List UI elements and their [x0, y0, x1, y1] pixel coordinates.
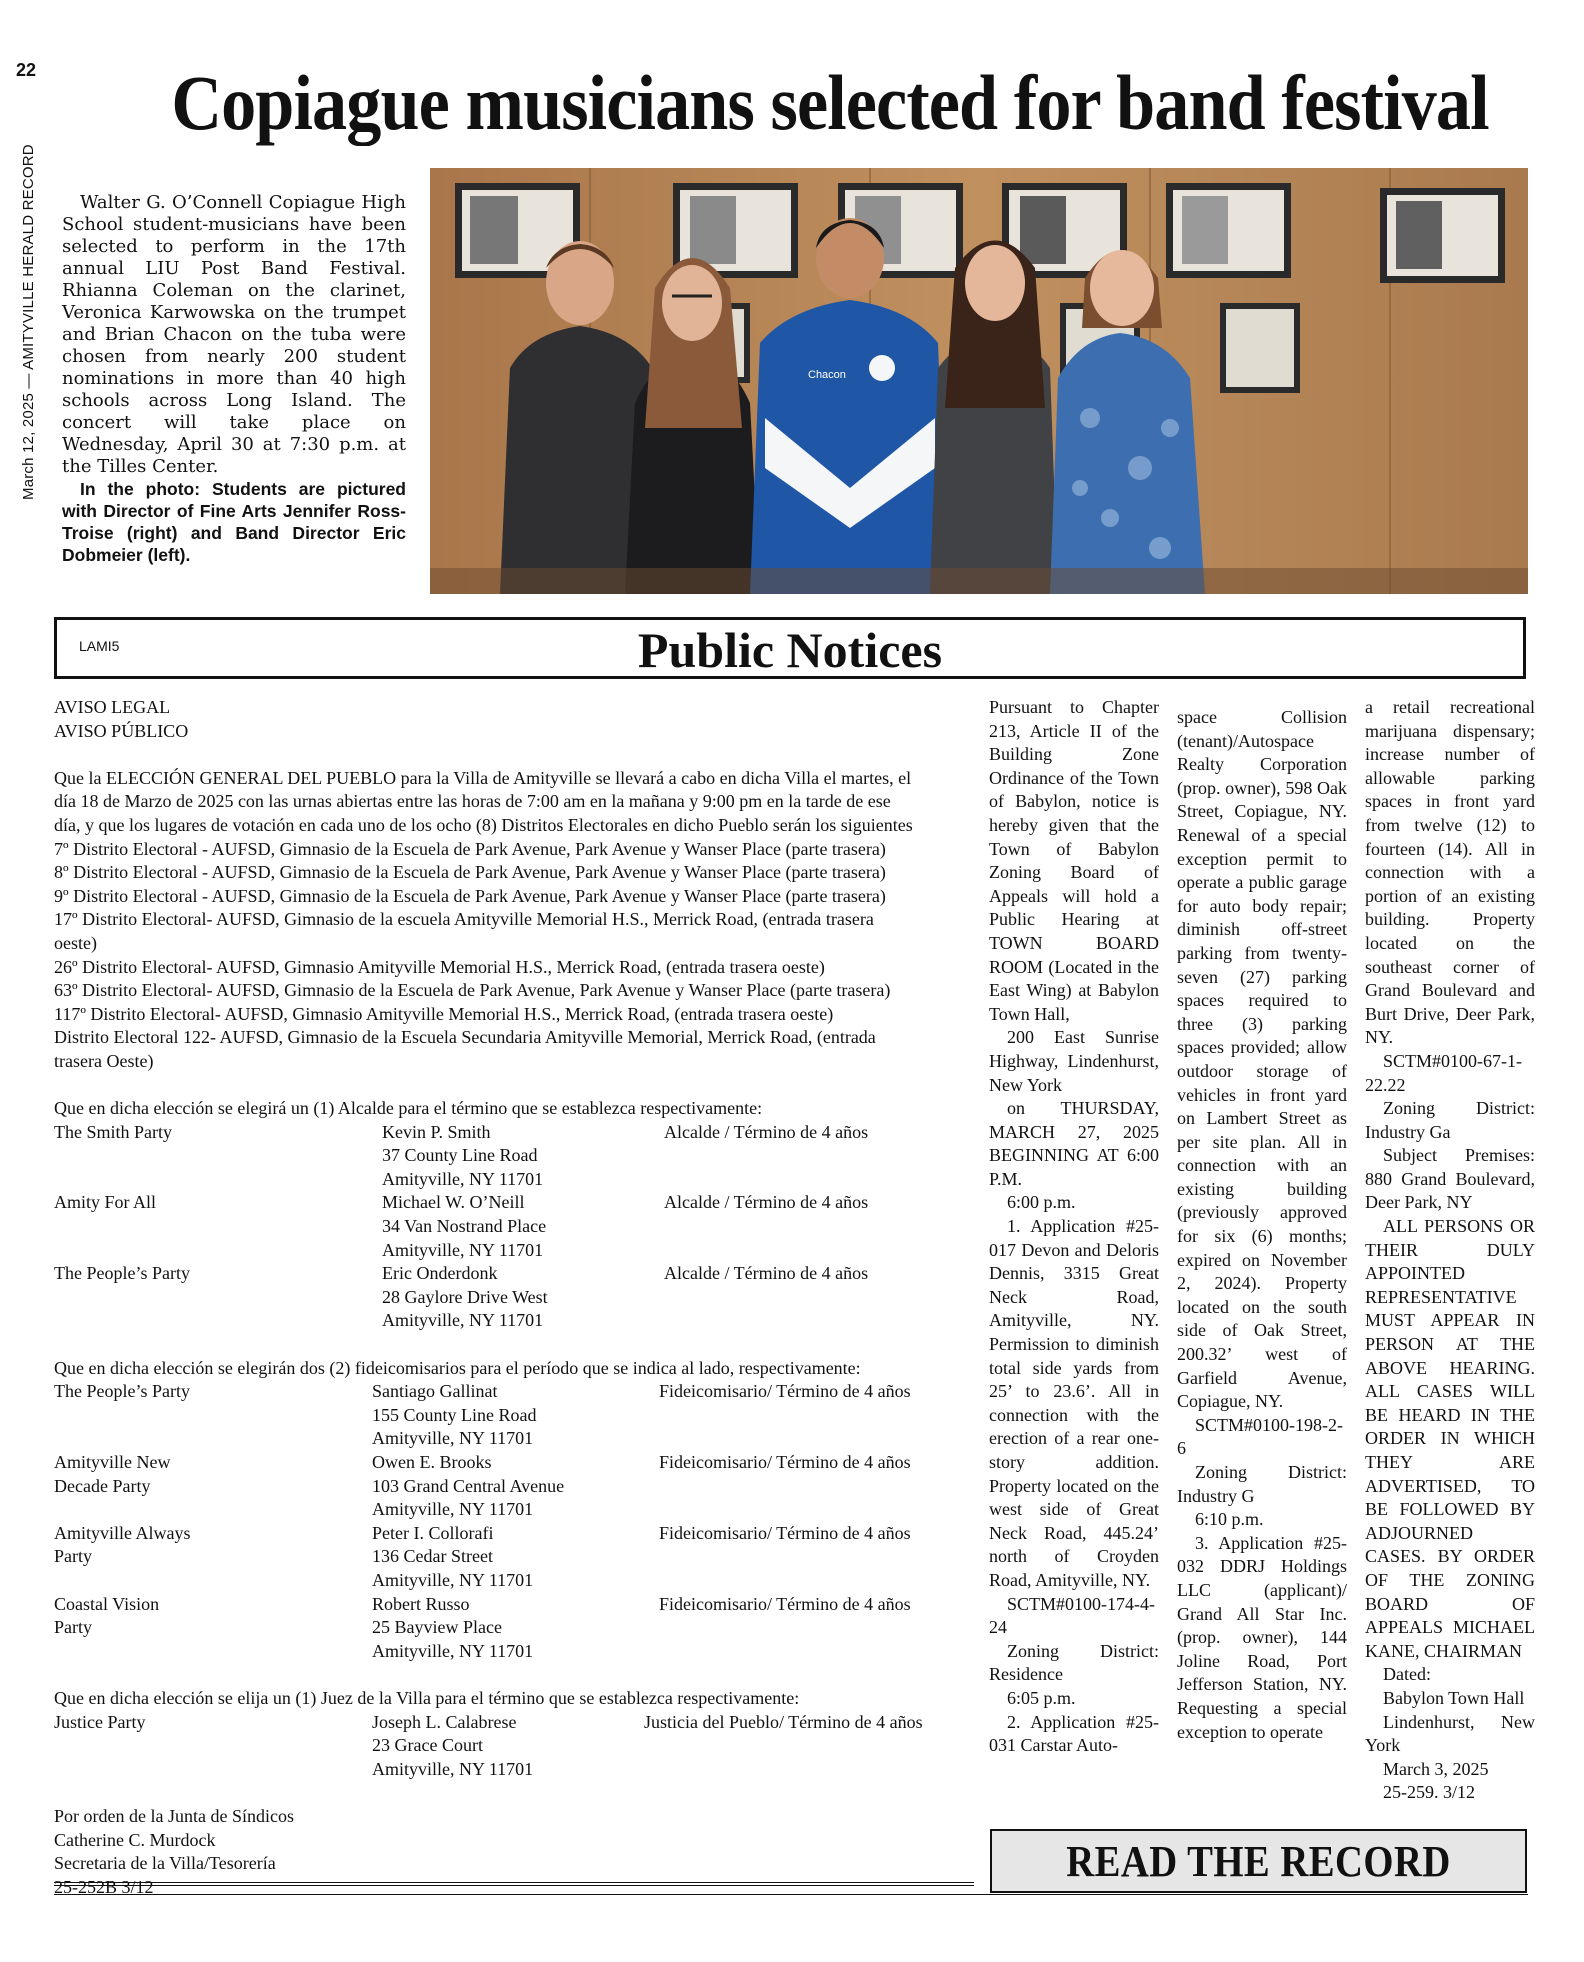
party-name: The People’s Party	[54, 1263, 190, 1284]
public-notices-header	[54, 617, 1526, 679]
signature-line: 25-252B 3/12	[54, 1876, 154, 1897]
zoning-paragraph: SCTM#0100-67-1-22.22	[1365, 1050, 1522, 1095]
signature-line: Secretaria de la Villa/Tesorería	[54, 1853, 276, 1874]
signature-line: Por orden de la Junta de Síndicos	[54, 1805, 294, 1826]
candidate-row	[54, 1168, 976, 1192]
read-the-record-banner	[990, 1829, 1527, 1893]
candidate-info: 25 Bayview Place	[372, 1617, 502, 1638]
candidate-row	[54, 1711, 976, 1735]
notice-line: 7º Distrito Electoral - AUFSD, Gimnasio de la Escuela de Park Avenue, Park Avenue y Wanser Place (parte trasera)	[54, 838, 886, 859]
candidate-info: 28 Gaylore Drive West	[382, 1286, 548, 1307]
zoning-paragraph: 6:05 p.m.	[1007, 1687, 1076, 1708]
zoning-paragraph: space Collision (tenant)/Autospace Realty Corporation (prop. owner), 598 Oak Street, Copiague, NY. Renewal of a special exception permit to operate a public garage for auto body repair; diminish off-street parking from twenty-seven (27) parking spaces required to three (3) parking spaces provided; allow outdoor storage of vehicles in front yard on Lambert Street as per site plan. All in connection with an existing building (previously approved for six (6) months; expired on November 2, 2024). Property located on the south side of Oak Street, 200.32’ west of Garfield Avenue, Copiague, NY.	[1177, 707, 1347, 1412]
zoning-paragraph: 25-259. 3/12	[1383, 1782, 1475, 1803]
notice-line: 63º Distrito Electoral- AUFSD, Gimnasio de la Escuela de Park Avenue, Park Avenue y Wanser Place (parte trasera)	[54, 980, 891, 1001]
candidate-info: 103 Grand Central Avenue	[372, 1475, 565, 1496]
headline: Copiague musicians selected for band festival	[171, 59, 1489, 146]
office-term: Justicia del Pueblo/ Término de 4 años	[644, 1711, 923, 1732]
office-term: Fideicomisario/ Término de 4 años	[659, 1381, 911, 1402]
zoning-paragraph: Subject Premises: 880 Grand Boulevard, Deer Park, NY	[1365, 1145, 1535, 1213]
candidate-row	[54, 1239, 976, 1263]
zoning-paragraph: Lindenhurst, New York	[1365, 1711, 1535, 1756]
candidate-row	[54, 1309, 976, 1333]
zoning-notice-column-2	[1177, 706, 1347, 1744]
banner-text: READ THE RECORD	[1066, 1837, 1451, 1886]
notices-code: LAMI5	[79, 638, 120, 654]
notice-line: 26º Distrito Electoral- AUFSD, Gimnasio Amityville Memorial H.S., Merrick Road, (entrada trasera oeste)	[54, 956, 825, 977]
candidate-row	[54, 1451, 976, 1475]
group-photo-illustration	[430, 168, 1528, 594]
party-name: Party	[54, 1617, 92, 1638]
notice-line: día 18 de Marzo de 2025 con las urnas abiertas entre las horas de 7:00 am en la mañana y 9:00 pm en la tarde de ese	[54, 791, 891, 812]
candidate-info: 155 County Line Road	[372, 1404, 537, 1425]
candidate-row	[54, 1758, 976, 1782]
office-term: Alcalde / Término de 4 años	[664, 1121, 869, 1142]
notice-line: Que en dicha elección se elegirá un (1) Alcalde para el término que se establezca respectivamente:	[54, 1098, 763, 1119]
zoning-paragraph: Babylon Town Hall	[1383, 1687, 1525, 1708]
candidate-row	[54, 1498, 976, 1522]
zoning-paragraph: Pursuant to Chapter 213, Article II of the Building Zone Ordinance of the Town of Babylon, notice is hereby given that the Town of Babylon Zoning Board of Appeals will hold a Public Hearing at TOWN BOARD ROOM (Located in the East Wing) at Babylon Town Hall,	[989, 697, 1159, 1024]
notice-line: oeste)	[54, 932, 97, 953]
zoning-paragraph: Zoning District: Industry G	[1177, 1462, 1347, 1506]
zoning-paragraph: ALL PERSONS OR THEIR DULY APPOINTED REPRESENTATIVE MUST APPEAR IN PERSON AT THE ABOVE HEARING. ALL CASES WILL BE HEARD IN THE ORDER IN WHICH THEY ARE ADVERTISED, TO BE FOLLOWED BY ADJOURNED CASES. BY ORDER OF THE ZONING BOARD OF APPEALS MICHAEL KANE, CHAIRMAN	[1365, 1216, 1535, 1661]
candidate-row	[54, 1545, 976, 1569]
signature-line: Catherine C. Murdock	[54, 1829, 216, 1850]
candidate-info: Amityville, NY 11701	[382, 1168, 544, 1189]
jacket-name-text: Chacon	[808, 369, 846, 381]
notice-lines	[54, 696, 976, 1121]
notice-line: 8º Distrito Electoral - AUFSD, Gimnasio de la Escuela de Park Avenue, Park Avenue y Wanser Place (parte trasera)	[54, 862, 886, 883]
party-name: The People’s Party	[54, 1381, 190, 1402]
notice-line	[54, 1074, 976, 1098]
office-term: Alcalde / Término de 4 años	[664, 1263, 869, 1284]
candidate-info: Peter I. Collorafi	[372, 1522, 494, 1543]
zoning-notice-column-3	[1365, 696, 1535, 1805]
candidate-info: 34 Van Nostrand Place	[382, 1216, 547, 1237]
notice-line: Distrito Electoral 122- AUFSD, Gimnasio de la Escuela Secundaria Amityville Memorial, Merrick Road, (entrada	[54, 1027, 876, 1048]
notice-line: trasera Oeste)	[54, 1050, 154, 1071]
group-photo	[430, 168, 1528, 594]
spanish-election-notice	[54, 696, 976, 1899]
zoning-paragraph: March 3, 2025	[1383, 1758, 1489, 1779]
party-name: Amityville New	[54, 1452, 171, 1472]
justice-candidates	[54, 1711, 976, 1782]
notice-line: 17º Distrito Electoral- AUFSD, Gimnasio de la escuela Amityville Memorial H.S., Merrick Road, (entrada trasera	[54, 909, 874, 930]
zoning-paragraph: Dated:	[1383, 1664, 1431, 1685]
party-name: Amity For All	[54, 1192, 157, 1213]
notice-line: 9º Distrito Electoral - AUFSD, Gimnasio de la Escuela de Park Avenue, Park Avenue y Wanser Place (parte trasera)	[54, 885, 886, 906]
candidate-row	[54, 1121, 976, 1145]
candidate-row	[54, 1286, 976, 1310]
caption-paragraph: In the photo: Students are pictured with Director of Fine Arts Jennifer Ross-Troise (right) and Band Director Eric Dobmeier (left).	[62, 479, 406, 565]
story-text	[62, 192, 406, 478]
office-term: Fideicomisario/ Término de 4 años	[659, 1522, 911, 1543]
candidate-row	[54, 1522, 976, 1546]
candidate-row	[54, 1593, 976, 1617]
candidate-row	[54, 1569, 976, 1593]
zoning-paragraph: 200 East Sunrise Highway, Lindenhurst, New York	[989, 1027, 1159, 1095]
candidate-info: Kevin P. Smith	[382, 1121, 491, 1142]
candidate-info: Amityville, NY 11701	[382, 1310, 544, 1331]
bottom-rule	[54, 1894, 1528, 1895]
candidate-row	[54, 1640, 976, 1664]
party-name: Justice Party	[54, 1711, 146, 1732]
candidate-info: Amityville, NY 11701	[382, 1239, 544, 1260]
zoning-paragraph: Zoning District: Industry Ga	[1365, 1098, 1535, 1142]
candidate-info: Eric Onderdonk	[382, 1263, 498, 1284]
party-name: Party	[54, 1546, 92, 1567]
zoning-paragraph: Zoning District: Residence	[989, 1640, 1159, 1685]
office-term: Alcalde / Término de 4 años	[664, 1192, 869, 1213]
side-label: March 12, 2025 — AMITYVILLE HERALD RECORD	[20, 144, 37, 500]
notice-line: Que la ELECCIÓN GENERAL DEL PUEBLO para la Villa de Amityville se llevará a cabo en dicha Villa el martes, el	[54, 767, 912, 788]
candidate-info: Joseph L. Calabrese	[372, 1711, 517, 1732]
candidate-row	[54, 1475, 976, 1499]
column-divider	[54, 1882, 974, 1886]
justice-intro: Que en dicha elección se elija un (1) Juez de la Villa para el término que se establezca respectivamente:	[54, 1687, 800, 1708]
candidate-info: Owen E. Brooks	[372, 1452, 492, 1472]
party-name: The Smith Party	[54, 1121, 172, 1142]
trustee-intro: Que en dicha elección se elegirán dos (2) fideicomisarios para el período que se indica al lado, respectivamente:	[54, 1357, 861, 1378]
candidate-info: 136 Cedar Street	[372, 1546, 493, 1567]
notice-line: día, y que los lugares de votación en cada uno de los ocho (8) Distritos Electorales en dicho Pueblo serán los siguientes	[54, 814, 913, 835]
office-term: Fideicomisario/ Término de 4 años	[659, 1593, 911, 1614]
mayor-candidates	[54, 1121, 976, 1333]
zoning-paragraph: on THURSDAY, MARCH 27, 2025 BEGINNING AT 6:00 P.M.	[989, 1098, 1159, 1189]
zoning-paragraph: SCTM#0100-198-2-6	[1177, 1414, 1343, 1459]
candidate-row	[54, 1215, 976, 1239]
candidate-info: Amityville, NY 11701	[372, 1758, 534, 1779]
notice-line: 117º Distrito Electoral- AUFSD, Gimnasio Amityville Memorial H.S., Merrick Road, (entrada trasera oeste)	[54, 1003, 834, 1024]
candidate-row	[54, 1191, 976, 1215]
zoning-paragraph: 3. Application #25-032 DDRJ Holdings LLC (applicant)/ Grand All Star Inc. (prop. owner), 144 Joline Road, Port Jefferson Station, NY. Requesting a special exception to operate	[1177, 1532, 1347, 1742]
zoning-paragraph: 6:00 p.m.	[1007, 1192, 1076, 1213]
page-number: 22	[16, 60, 37, 80]
zoning-notice-column-1	[989, 696, 1159, 1758]
candidate-info: Amityville, NY 11701	[372, 1499, 534, 1520]
candidate-row	[54, 1734, 976, 1758]
zoning-paragraph: 2. Application #25-031 Carstar Auto-	[989, 1711, 1159, 1756]
party-name: Decade Party	[54, 1475, 151, 1496]
candidate-info: 37 County Line Road	[382, 1145, 538, 1166]
zoning-paragraph: SCTM#0100-174-4-24	[989, 1593, 1155, 1638]
notice-line: AVISO PÚBLICO	[54, 720, 189, 741]
candidate-info: Amityville, NY 11701	[372, 1569, 534, 1590]
notices-title: Public Notices	[637, 622, 943, 678]
candidate-row	[54, 1144, 976, 1168]
candidate-row	[54, 1404, 976, 1428]
notice-line	[54, 743, 976, 767]
candidate-info: Santiago Gallinat	[372, 1381, 498, 1402]
party-name: Amityville Always	[54, 1522, 191, 1543]
story-paragraph: Walter G. O’Connell Copiague High School student-musicians have been selected to perform in the 17th annual LIU Post Band Festival. Rhianna Coleman on the clarinet, Veronica Karwowska on the trumpet and Brian Chacon on the tuba were chosen from nearly 200 student nominations in more than 40 high schools across Long Island. The concert will take place on Wednesday, April 30 at 7:30 p.m. at the Tilles Center.	[62, 192, 406, 477]
candidate-info: Amityville, NY 11701	[372, 1640, 534, 1661]
candidate-info: Michael W. O’Neill	[382, 1192, 525, 1213]
zoning-paragraph: a retail recreational marijuana dispensary; increase number of allowable parking spaces in front yard from twelve (12) to fourteen (14). All in connection with a portion of an existing building. Property located on the southeast corner of Grand Boulevard and Burt Drive, Deer Park, NY.	[1365, 697, 1535, 1048]
office-term: Fideicomisario/ Término de 4 años	[659, 1452, 911, 1472]
photo-caption	[62, 478, 406, 566]
zoning-paragraph: 1. Application #25-017 Devon and Deloris Dennis, 3315 Great Neck Road, Amityville, NY. Permission to diminish total side yards from 25’ to 23.6’. All in connection with the erection of a rear one-story addition. Property located on the west side of Great Neck Road, 445.24’ north of Croyden Road, Amityville, NY.	[989, 1216, 1159, 1590]
candidate-row	[54, 1427, 976, 1451]
party-name: Coastal Vision	[54, 1593, 160, 1614]
trustee-candidates	[54, 1380, 976, 1663]
candidate-info: Robert Russo	[372, 1593, 470, 1614]
notice-line: AVISO LEGAL	[54, 697, 171, 717]
candidate-row	[54, 1616, 976, 1640]
candidate-info: Amityville, NY 11701	[372, 1428, 534, 1449]
zoning-paragraph: 6:10 p.m.	[1195, 1509, 1264, 1530]
candidate-info: 23 Grace Court	[372, 1735, 483, 1756]
candidate-row	[54, 1262, 976, 1286]
candidate-row	[54, 1380, 976, 1404]
